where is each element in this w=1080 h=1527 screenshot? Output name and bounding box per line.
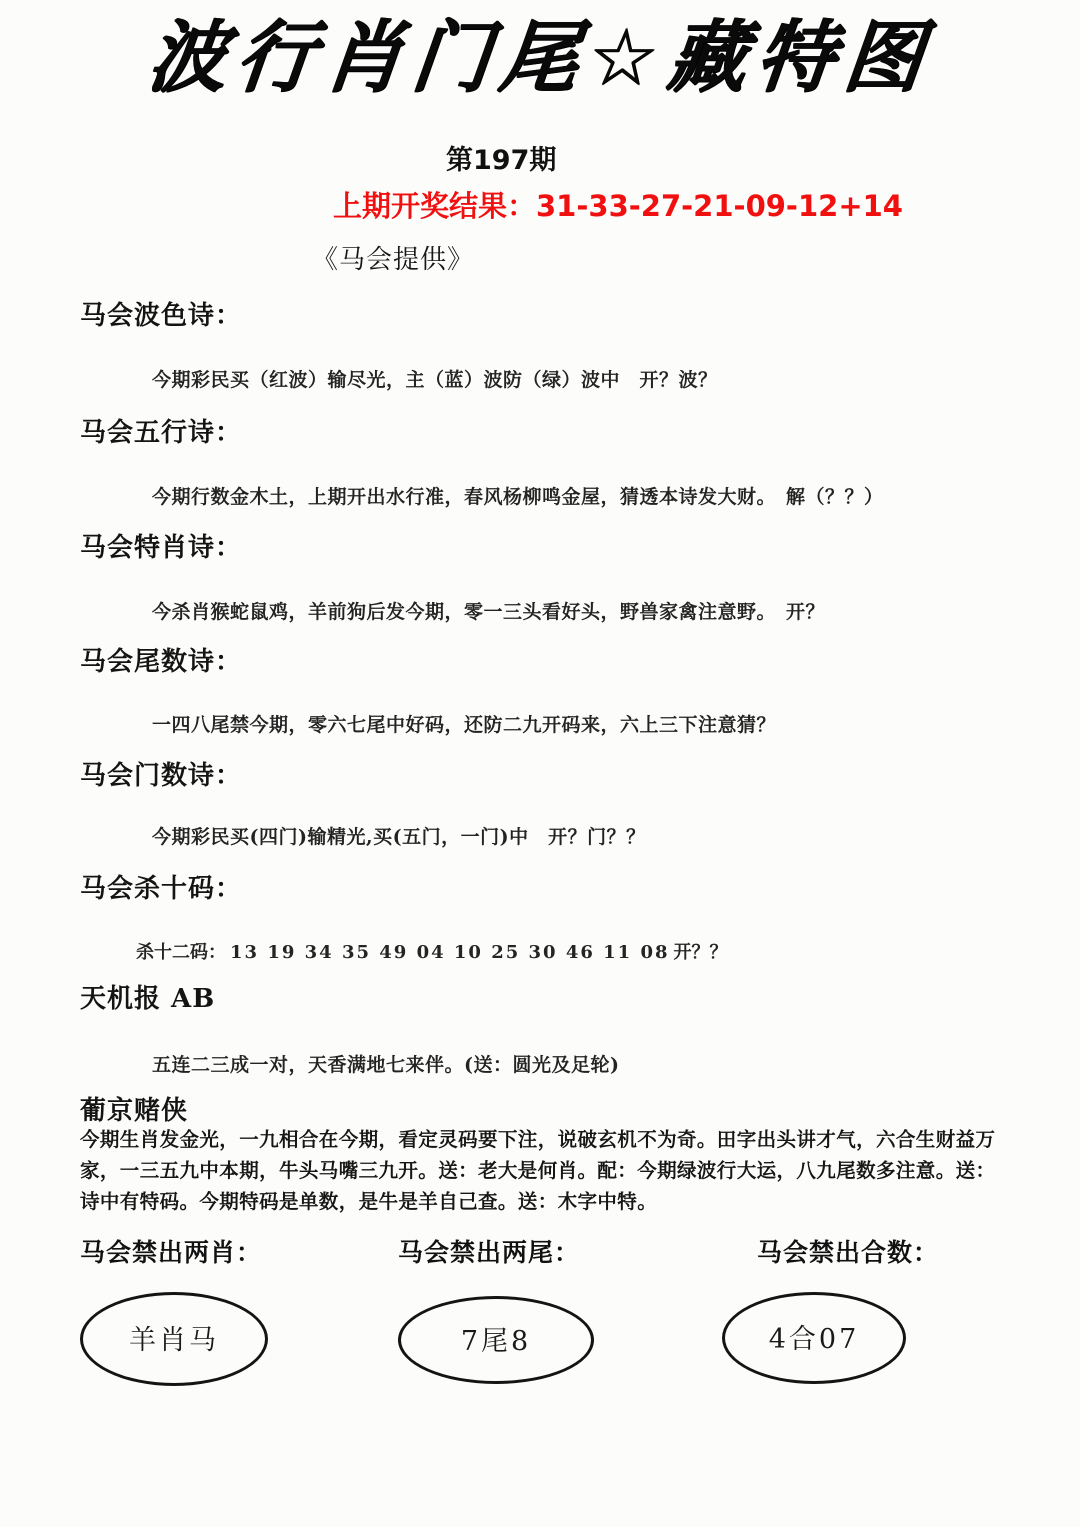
forbid-oval-sum	[722, 1292, 906, 1384]
provider-label: 《马会提供》	[312, 245, 475, 275]
forbid-oval-zodiac	[80, 1292, 268, 1386]
section-heading-shashima: 马会杀十码：	[80, 874, 243, 904]
forbid-value-zodiac: 羊肖马	[129, 1324, 219, 1356]
forbid-heading-tail: 马会禁出两尾：	[398, 1238, 581, 1267]
section-heading-menshu: 马会门数诗：	[80, 761, 243, 791]
section-poem-bose: 今期彩民买（红波）输尽光，主（蓝）波防（绿）波中 开？波？	[152, 369, 718, 391]
pujing-paragraph	[80, 1124, 996, 1217]
section-heading-tianjibao: 天机报 AB	[80, 984, 216, 1014]
section-heading-pujingduxia: 葡京赌侠	[80, 1096, 189, 1126]
kill-codes-label: 杀十二码：	[136, 942, 226, 963]
last-draw-result: 上期开奖结果：31-33-27-21-09-12+14	[333, 189, 903, 223]
section-heading-weishu: 马会尾数诗：	[80, 647, 243, 677]
section-poem-wuxing: 今期行数金木土，上期开出水行准，春风杨柳鸣金屋，猜透本诗发大财。 解（？？）	[152, 486, 884, 508]
pujing-line-3: 诗中有特码。今期特码是单数，是牛是羊自己查。送：木字中特。	[80, 1190, 658, 1213]
pujing-line-1: 今期生肖发金光，一九相合在今期，看定灵码要下注，说破玄机不为奇。田字出头讲才气，六合生财益万	[80, 1128, 996, 1151]
forbid-value-tail: 7尾8	[460, 1325, 532, 1357]
page-title: 波行肖门尾☆藏特图	[143, 13, 937, 103]
pujing-line-2: 家，一三五九中本期，牛头马嘴三九开。送：老大是何肖。配：今期绿波行大运，八九尾数多注意。送：	[80, 1159, 996, 1182]
section-poem-tianjibao: 五连二三成一对，天香满地七来伴。(送：圆光及足轮)	[152, 1054, 620, 1076]
section-heading-texiao: 马会特肖诗：	[80, 533, 243, 563]
title-banner	[0, 13, 1080, 103]
kill-codes-line	[136, 938, 728, 964]
section-poem-texiao: 今杀肖猴蛇鼠鸡，羊前狗后发今期，零一三头看好头，野兽家禽注意野。 开？	[152, 601, 826, 623]
forbid-value-sum: 4合07	[768, 1323, 860, 1355]
section-heading-wuxing: 马会五行诗：	[80, 418, 243, 448]
section-poem-weishu: 一四八尾禁今期，零六七尾中好码，还防二九开码来，六上三下注意猜？	[152, 714, 777, 736]
issue-number: 第197期	[446, 145, 557, 176]
kill-codes-suffix: 开？？	[673, 942, 728, 963]
forbid-heading-zodiac: 马会禁出两肖：	[80, 1238, 263, 1267]
forbid-oval-tail	[398, 1296, 594, 1384]
section-poem-menshu: 今期彩民买(四门)输精光,买(五门，一门)中 开？门？？	[152, 826, 646, 848]
kill-codes-numbers: 13 19 34 35 49 04 10 25 30 46 11 08	[230, 942, 670, 963]
section-heading-bose: 马会波色诗：	[80, 301, 243, 331]
forbid-heading-sum: 马会禁出合数：	[757, 1238, 940, 1267]
